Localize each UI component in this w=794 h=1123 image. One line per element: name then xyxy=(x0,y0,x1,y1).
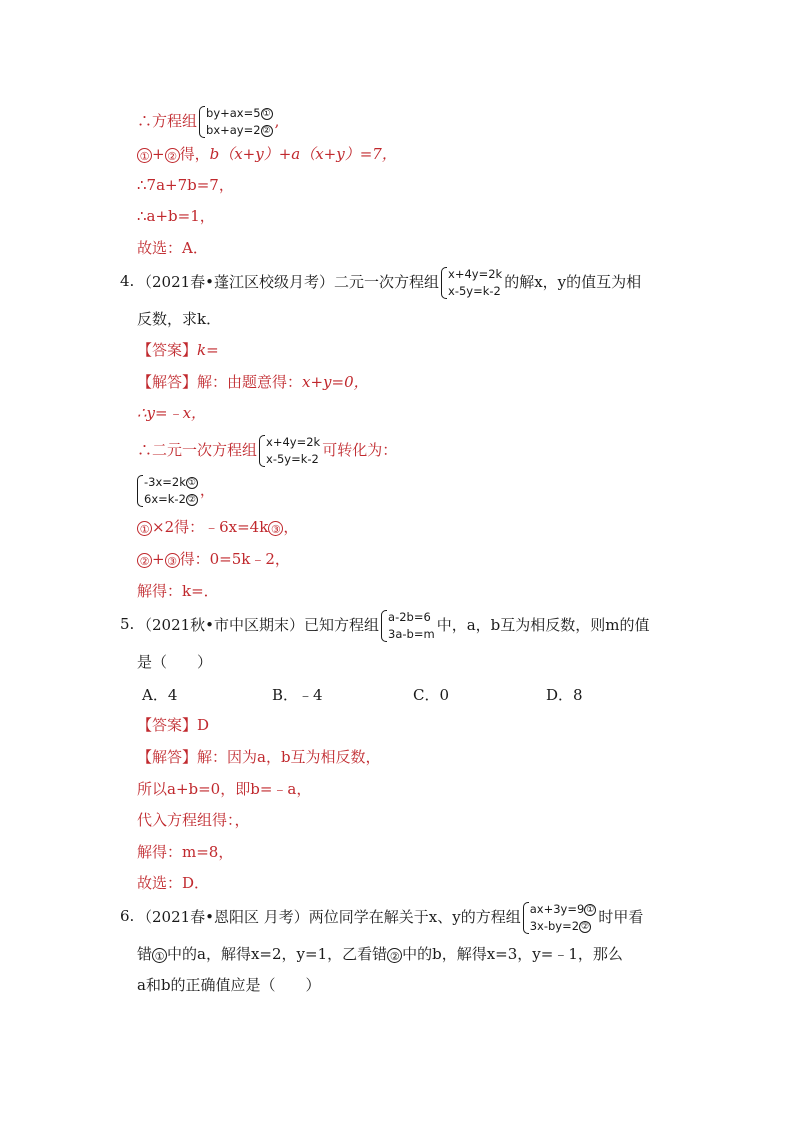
circled-three-icon: ③ xyxy=(268,521,283,536)
q4-stem3: 反数，求k． xyxy=(137,310,222,328)
q4-eq2-repeat: x-5y=k-2 xyxy=(266,452,319,466)
q3-step-add xyxy=(137,144,397,164)
q5-eq2: 3a-b=m xyxy=(388,627,435,641)
q3-system-line xyxy=(137,104,279,138)
q6-number: 6. xyxy=(120,907,135,925)
q4-number: 4. xyxy=(120,272,135,290)
answer-label: 【答案】 xyxy=(137,341,198,359)
q3-comma: , xyxy=(274,112,280,130)
q5-option-d[interactable]: D．8 xyxy=(546,686,583,704)
q6-eq1: ax+3y=9 xyxy=(529,902,585,916)
q5-sol1-text: 解：因为a，b互为相反数， xyxy=(197,748,381,766)
brace-icon xyxy=(441,267,447,299)
q4-eq1-repeat: x+4y=2k xyxy=(266,435,321,449)
brace-icon xyxy=(137,475,143,507)
q4-equation-system-repeat xyxy=(259,434,320,468)
plus-sign: + xyxy=(152,550,165,568)
q4-s2-eq1: -3x=2k xyxy=(144,475,186,489)
q6-line2c: 中的b，解得x=3，y=﹣1，那么 xyxy=(402,945,623,963)
q4-sol1-text: 解：由题意得： xyxy=(197,373,303,391)
q4-s2-comma: ， xyxy=(199,481,215,499)
q4-eq2: x-5y=k-2 xyxy=(448,284,501,298)
q5-option-c[interactable]: C．0 xyxy=(413,686,450,704)
q4-stem-text: （2021春•蓬江区校级月考）二元一次方程组 xyxy=(137,273,440,291)
q6-line2a: 错 xyxy=(137,945,153,963)
q5-answer-value: D xyxy=(197,716,210,734)
q6-stem-text2: 时甲看 xyxy=(598,908,644,926)
circled-one-icon: ① xyxy=(586,904,595,915)
circled-one-icon: ① xyxy=(137,148,152,163)
q5-stem-text2: 中，a，b互为相反数，则m的值 xyxy=(436,616,650,634)
q4-s2-eq2: 6x=k-2 xyxy=(144,492,186,506)
q4-answer-value: k= xyxy=(197,341,219,359)
q5-stem xyxy=(137,605,649,645)
q3-step-expr: b（x+y）+a（x+y）=7， xyxy=(209,145,397,163)
q3-system-prefix: ∴方程组 xyxy=(137,112,198,130)
circled-one-icon: ① xyxy=(187,477,196,488)
q4-equation-system xyxy=(441,266,502,300)
solution-label: 【解答】 xyxy=(137,373,198,391)
q4-solution-2: ∴y=﹣x， xyxy=(137,404,207,422)
q3-line-aplusb: ∴a+b=1， xyxy=(137,207,215,225)
q4-final: 解得：k=． xyxy=(137,582,219,600)
q5-option-b[interactable]: B．﹣4 xyxy=(272,686,323,704)
q6-stem-text: （2021春•恩阳区 月考）两位同学在解关于x、y的方程组 xyxy=(137,908,521,926)
q4-answer xyxy=(137,340,219,360)
circled-two-icon: ② xyxy=(387,948,402,963)
q4-step1-text: ×2得：﹣6x=4k xyxy=(152,518,269,536)
q5-equation-system xyxy=(381,609,435,643)
solution-label: 【解答】 xyxy=(137,748,198,766)
q5-number: 5. xyxy=(120,615,135,633)
q3-step-text: 得， xyxy=(179,145,210,163)
circled-one-icon: ① xyxy=(262,108,271,119)
q4-step1 xyxy=(137,517,298,537)
circled-one-icon: ① xyxy=(137,521,152,536)
brace-icon xyxy=(199,106,205,138)
q6-line2b: 中的a，解得x=2，y=1，乙看错 xyxy=(167,945,388,963)
q6-eq2: 3x-by=2 xyxy=(529,919,580,933)
q4-transformed-system xyxy=(135,470,215,510)
q4-step2-text: 得：0=5k﹣2， xyxy=(179,550,290,568)
circled-one-icon: ① xyxy=(152,948,167,963)
circled-three-icon: ③ xyxy=(165,553,180,568)
circled-two-icon: ② xyxy=(262,125,271,136)
q5-solution-1 xyxy=(137,747,381,767)
q4-stem xyxy=(137,262,641,302)
q4-sol3-text: ∴二元一次方程组 xyxy=(137,441,258,459)
q3-eq2: bx+ay=2 xyxy=(206,123,261,137)
q4-sol1-expr: x+y=0， xyxy=(302,373,369,391)
q5-eq1: a-2b=6 xyxy=(388,610,431,624)
brace-icon xyxy=(523,902,529,934)
q6-equation-system xyxy=(523,901,597,935)
q5-stem3: 是（ ） xyxy=(137,653,213,671)
q6-line3: a和b的正确值应是（ ） xyxy=(137,976,321,994)
circled-two-icon: ② xyxy=(187,494,196,505)
q6-stem xyxy=(137,897,643,937)
q4-solution-3 xyxy=(137,430,397,470)
q3-equation-system xyxy=(199,105,273,139)
q4-step1-end: ， xyxy=(283,518,299,536)
q5-solution-5: 故选：D． xyxy=(137,874,210,892)
q4-step2 xyxy=(137,549,290,569)
q5-solution-3: 代入方程组得：， xyxy=(137,811,250,829)
plus-sign: + xyxy=(152,145,165,163)
q4-system2 xyxy=(137,474,198,508)
q5-stem-text: （2021秋•市中区期末）已知方程组 xyxy=(137,616,380,634)
circled-two-icon: ② xyxy=(581,921,590,932)
q3-eq1: by+ax=5 xyxy=(206,106,261,120)
q3-choice: 故选：A． xyxy=(137,239,208,257)
brace-icon xyxy=(381,610,387,642)
circled-two-icon: ② xyxy=(165,148,180,163)
brace-icon xyxy=(259,435,265,467)
q6-line2 xyxy=(137,944,623,964)
q5-option-a[interactable]: A．4 xyxy=(142,686,178,704)
circled-two-icon: ② xyxy=(137,553,152,568)
q5-solution-4: 解得：m=8， xyxy=(137,843,234,861)
q4-stem-text2: 的解x，y的值互为相 xyxy=(504,273,642,291)
q4-eq1: x+4y=2k xyxy=(448,267,503,281)
q4-sol3-text2: 可转化为： xyxy=(322,441,398,459)
q5-answer xyxy=(137,715,209,735)
answer-label: 【答案】 xyxy=(137,716,198,734)
q4-solution-1 xyxy=(137,372,369,392)
q5-solution-2: 所以a+b=0，即b=﹣a， xyxy=(137,780,312,798)
q3-line-7a7b: ∴7a+7b=7， xyxy=(137,176,234,194)
